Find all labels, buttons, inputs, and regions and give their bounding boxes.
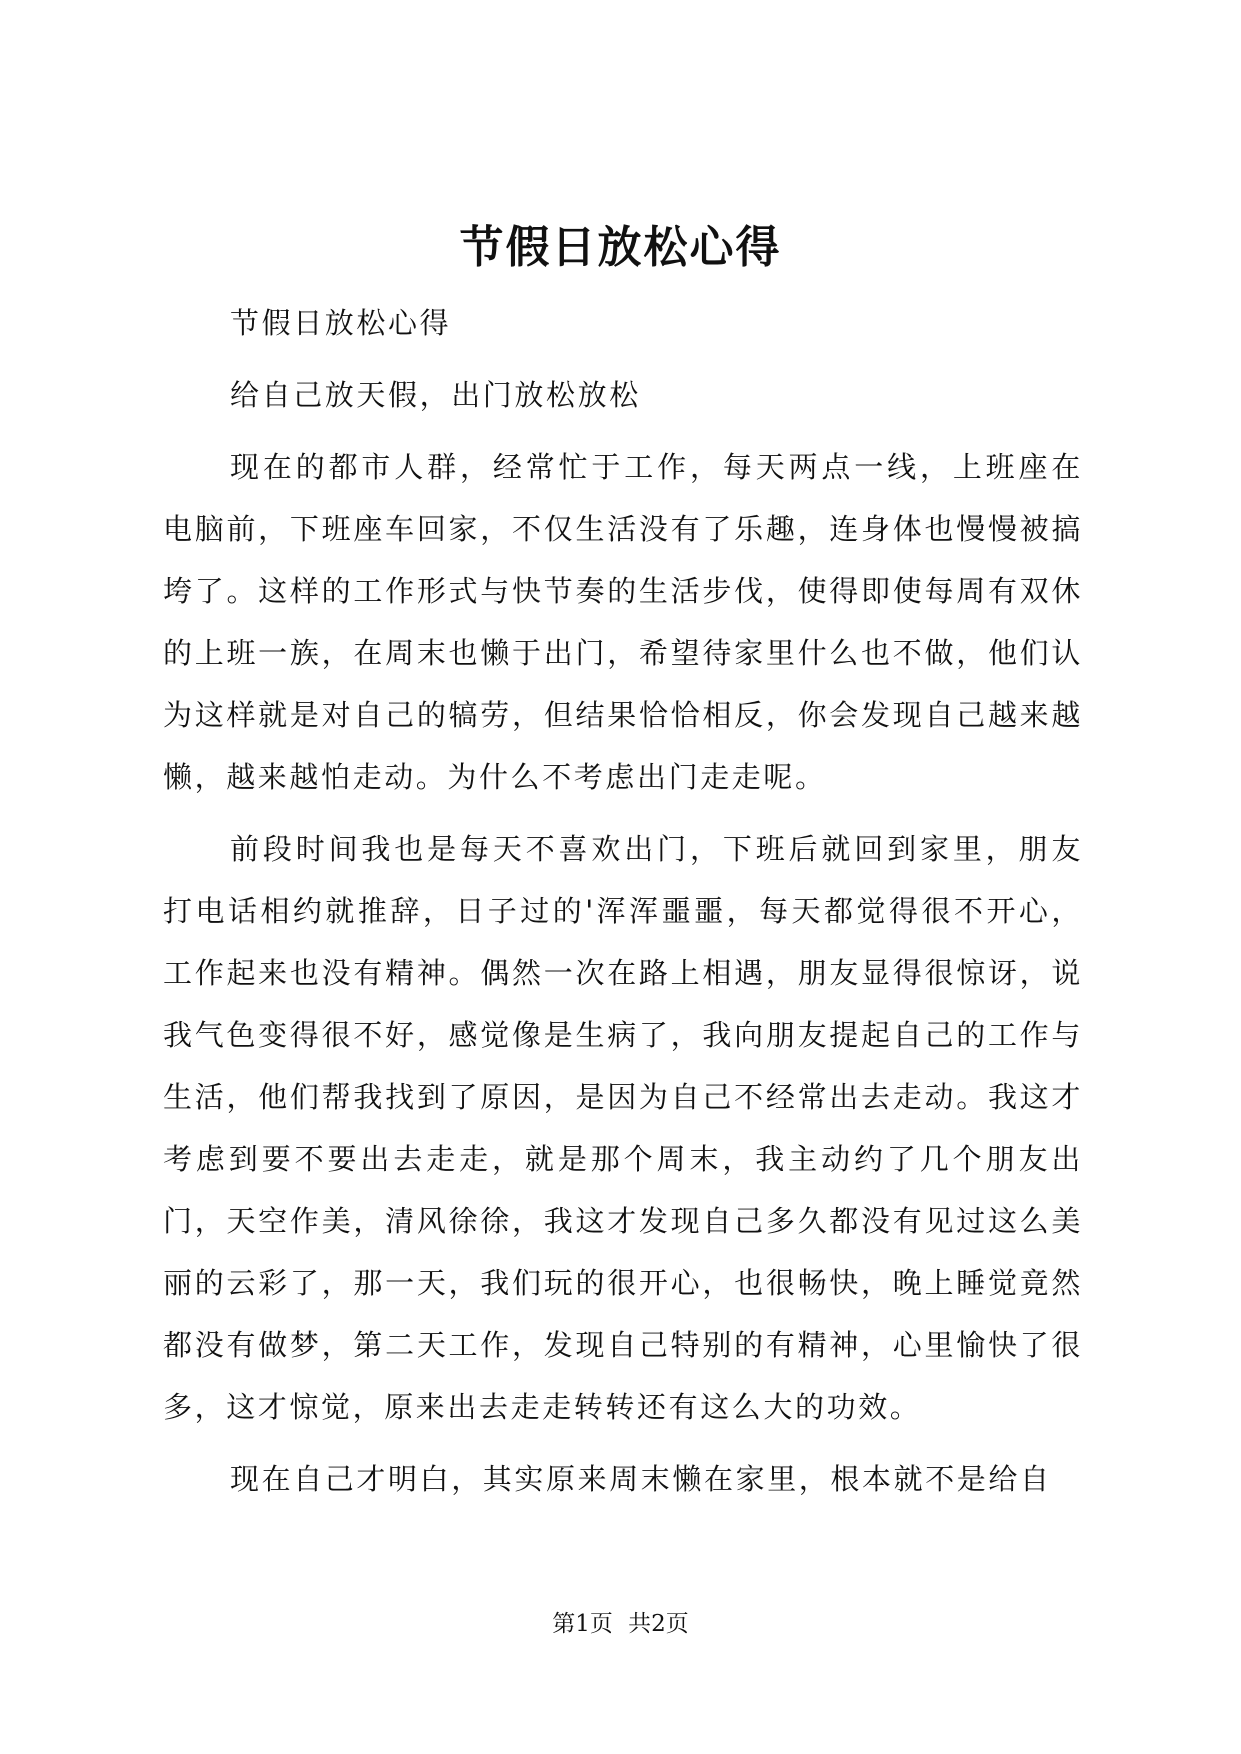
paragraph-tagline: 给自己放天假，出门放松放松 — [230, 378, 641, 412]
paragraph-body: 前段时间我也是每天不喜欢出门，下班后就回到家里，朋友打电话相约就推辞，日子过的'浑浑噩噩，每天都觉得很不开心，工作起来也没有精神。偶然一次在路上相遇，朋友显得很惊讶，说我气色变得很不好，感觉像是生病了，我向朋友提起自己的工作与生活，他们帮我找到了原因，是因为自己不经常出去走动。我这才考虑到要不要出去走走，就是那个周末，我主动约了几个朋友出门，天空作美，清风徐徐，我这才发现自己多久都没有见过这么美丽的云彩了，那一天，我们玩的很开心，也很畅快，晚上睡觉竟然都没有做梦，第二天工作，发现自己特别的有精神，心里愉快了很多，这才惊觉，原来出去走走转转还有这么大的功效。 — [163, 832, 1083, 1424]
document-title: 节假日放松心得 — [459, 222, 782, 273]
paragraph-subtitle: 节假日放松心得 — [230, 306, 452, 340]
document-body — [163, 292, 1083, 1520]
page-number-total: 共2页 — [628, 1611, 689, 1637]
page-footer — [0, 1608, 1241, 1640]
paragraph-body: 现在的都市人群，经常忙于工作，每天两点一线，上班座在电脑前，下班座车回家，不仅生活没有了乐趣，连身体也慢慢被搞垮了。这样的工作形式与快节奏的生活步伐，使得即使每周有双休的上班一族，在周末也懒于出门，希望待家里什么也不做，他们认为这样就是对自己的犒劳，但结果恰恰相反，你会发现自己越来越懒，越来越怕走动。为什么不考虑出门走走呢。 — [163, 450, 1083, 794]
paragraph-body: 现在自己才明白，其实原来周末懒在家里，根本就不是给自 — [230, 1462, 1052, 1496]
page-number-current: 第1页 — [552, 1611, 613, 1637]
